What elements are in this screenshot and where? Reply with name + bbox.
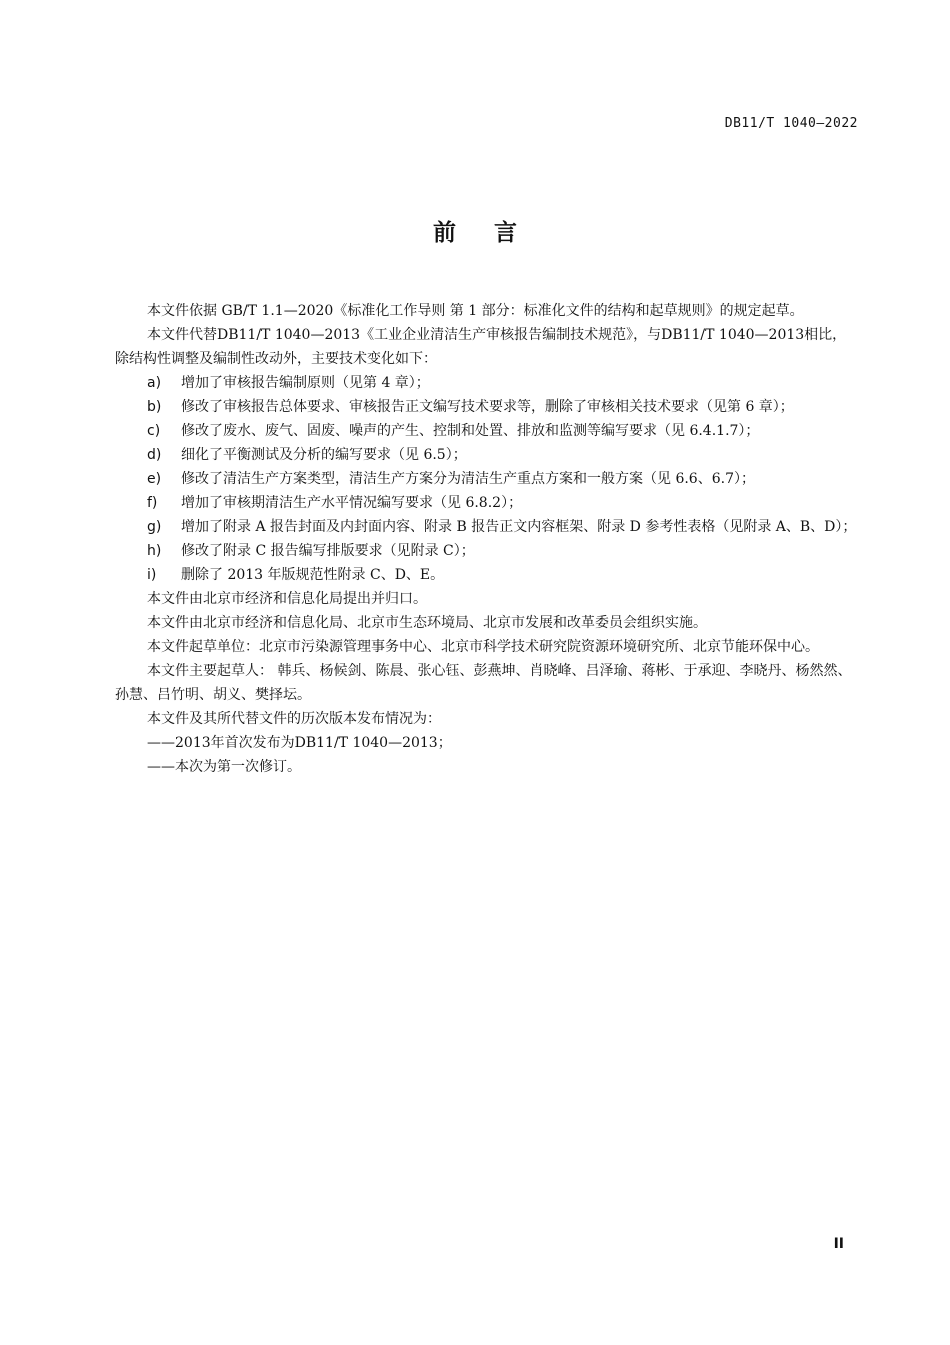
paragraph-implementers: 本文件由北京市经济和信息化局、北京市生态环境局、北京市发展和改革委员会组织实施。	[147, 615, 707, 631]
list-item-text: 细化了平衡测试及分析的编写要求（见 6.5）；	[181, 447, 467, 463]
paragraph-replacement: 本文件代替DB11/T 1040—2013《工业企业清洁生产审核报告编制技术规范》，与DB11/T 1040—2013相比，除结构性调整及编制性改动外，主要技术变化如下：	[115, 327, 847, 367]
list-item-text: 修改了废水、废气、固废、噪声的产生、控制和处置、排放和监测等编写要求（见 6.4.1.7）；	[181, 423, 760, 439]
history-entry: ——2013年首次发布为DB11/T 1040—2013；	[147, 735, 452, 751]
list-marker: h)	[147, 543, 162, 559]
paragraph-basis: 本文件依据 GB/T 1.1—2020《标准化工作导则 第 1 部分：标准化文件的结构和起草规则》的规定起草。	[147, 303, 804, 319]
list-item	[115, 467, 860, 491]
paragraph-history-intro: 本文件及其所代替文件的历次版本发布情况为：	[147, 711, 441, 727]
paragraph-drafting-units: 本文件起草单位：北京市污染源管理事务中心、北京市科学技术研究院资源环境研究所、北京节能环保中心。	[147, 639, 819, 655]
list-item	[115, 515, 860, 539]
list-item-text: 增加了审核报告编制原则（见第 4 章）；	[181, 375, 430, 391]
list-item	[115, 539, 860, 563]
list-item	[115, 443, 860, 467]
list-marker: c)	[147, 423, 161, 439]
list-item-text: 删除了 2013 年版规范性附录 C、D、E。	[181, 567, 445, 583]
foreword-body	[115, 299, 860, 779]
list-item	[115, 371, 860, 395]
list-marker: i)	[147, 567, 157, 583]
document-code: DB11/T 1040—2022	[724, 116, 858, 131]
list-marker: g)	[147, 519, 162, 535]
list-item-text: 修改了审核报告总体要求、审核报告正文编写技术要求等，删除了审核相关技术要求（见第 6 章）；	[181, 399, 794, 415]
list-marker: d)	[147, 447, 162, 463]
paragraph-drafters: 本文件主要起草人： 韩兵、杨候剑、陈晨、张心钰、彭燕坤、肖晓峰、吕泽瑜、蒋彬、于承迎、李晓丹、杨然然、孙慧、吕竹明、胡义、樊择坛。	[115, 663, 852, 703]
list-marker: b)	[147, 399, 162, 415]
list-item	[115, 563, 860, 587]
page-title: 前言	[433, 220, 555, 246]
list-item-text: 修改了附录 C 报告编写排版要求（见附录 C）；	[181, 543, 475, 559]
page-number: II	[833, 1236, 844, 1252]
list-marker: a)	[147, 375, 162, 391]
history-entry: ——本次为第一次修订。	[147, 759, 301, 775]
changes-list	[115, 371, 860, 587]
paragraph-proposer: 本文件由北京市经济和信息化局提出并归口。	[147, 591, 427, 607]
list-item	[115, 395, 860, 419]
list-marker: e)	[147, 471, 162, 487]
list-item-text: 增加了审核期清洁生产水平情况编写要求（见 6.8.2）；	[181, 495, 523, 511]
list-item-text: 增加了附录 A 报告封面及内封面内容、附录 B 报告正文内容框架、附录 D 参考性表格（见附录 A、B、D）；	[181, 519, 857, 535]
list-item-text: 修改了清洁生产方案类型，清洁生产方案分为清洁生产重点方案和一般方案（见 6.6、6.7）；	[181, 471, 755, 487]
list-item	[115, 419, 860, 443]
list-marker: f)	[147, 495, 158, 511]
list-item	[115, 491, 860, 515]
